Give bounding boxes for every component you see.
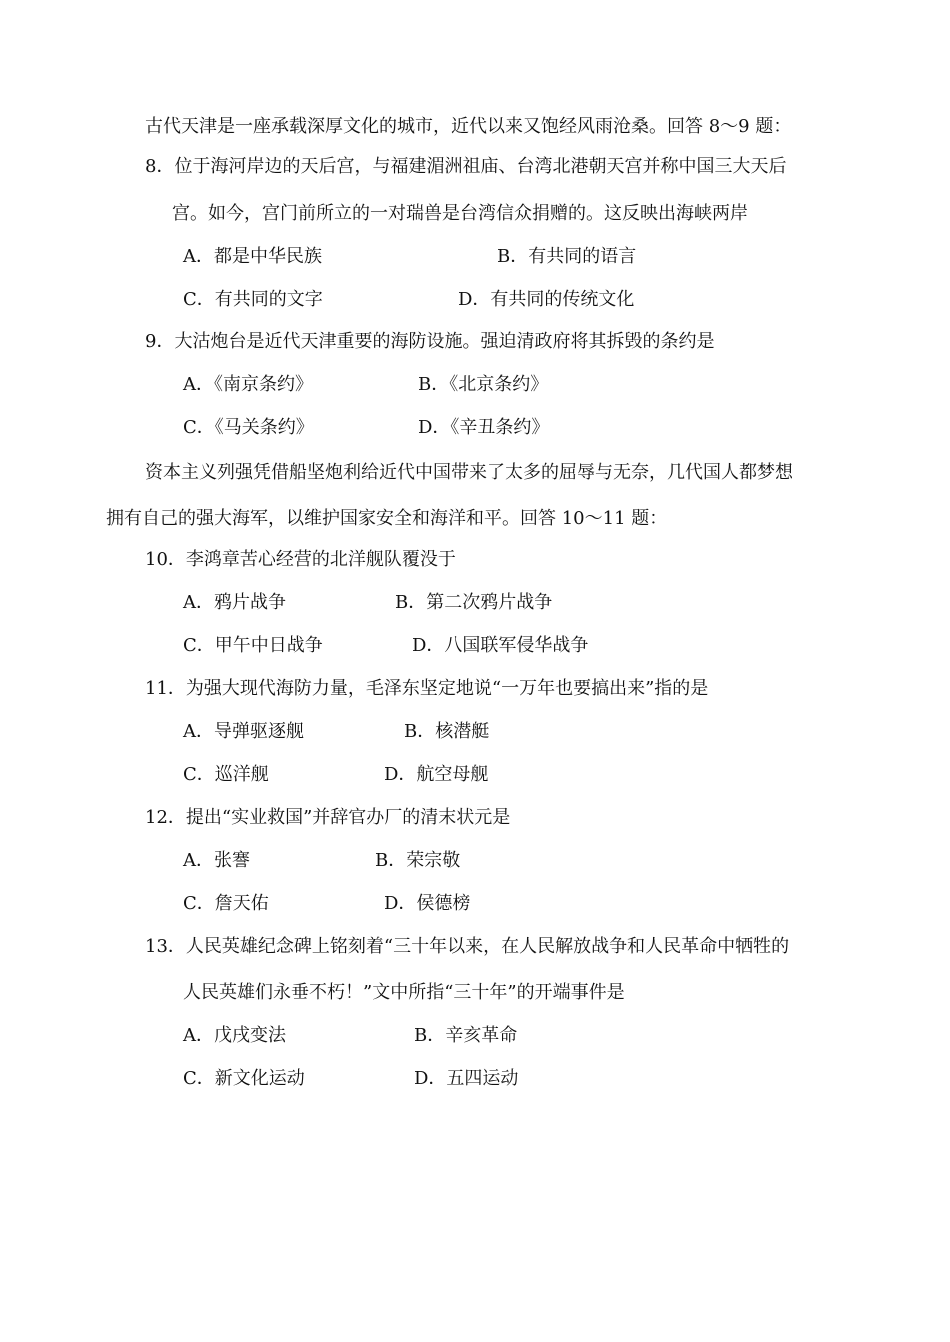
question-10-stem: 10．李鸿章苦心经营的北洋舰队覆没于 — [145, 549, 456, 570]
question-8-option-c: C．有共同的文字 — [183, 289, 323, 310]
question-8-stem-line-2: 宫。如今，宫门前所立的一对瑞兽是台湾信众捐赠的。这反映出海峡两岸 — [172, 203, 748, 224]
question-10-option-a: A．鸦片战争 — [183, 592, 286, 613]
question-11-option-d: D．航空母舰 — [384, 764, 489, 785]
reading-intro-8-9: 古代天津是一座承载深厚文化的城市，近代以来又饱经风雨沧桑。回答 8～9 题： — [145, 116, 792, 137]
question-13-stem-line-2: 人民英雄们永垂不朽！”文中所指“三十年”的开端事件是 — [183, 982, 625, 1003]
question-9-option-a: A．《南京条约》 — [183, 374, 313, 395]
reading-intro-10-11-line-2: 拥有自己的强大海军，以维护国家安全和海洋和平。回答 10～11 题： — [106, 508, 668, 529]
question-8-option-a: A．都是中华民族 — [183, 246, 322, 267]
question-9-option-c: C．《马关条约》 — [183, 417, 314, 438]
question-12-option-b: B．荣宗敬 — [375, 850, 461, 871]
question-9-stem: 9．大沽炮台是近代天津重要的海防设施。强迫清政府将其拆毁的条约是 — [145, 331, 715, 352]
question-12-stem: 12．提出“实业救国”并辞官办厂的清末状元是 — [145, 807, 511, 828]
question-12-option-a: A．张謇 — [183, 850, 250, 871]
question-10-option-b: B．第二次鸦片战争 — [395, 592, 553, 613]
reading-intro-10-11-line-1: 资本主义列强凭借船坚炮利给近代中国带来了太多的屈辱与无奈，几代国人都梦想 — [145, 462, 793, 483]
question-11-option-c: C．巡洋舰 — [183, 764, 269, 785]
question-13-option-b: B．辛亥革命 — [414, 1025, 518, 1046]
question-9-option-b: B．《北京条约》 — [418, 374, 549, 395]
question-13-option-d: D．五四运动 — [414, 1068, 519, 1089]
question-13-stem-line-1: 13．人民英雄纪念碑上铭刻着“三十年以来，在人民解放战争和人民革命中牺牲的 — [145, 936, 790, 957]
question-8-option-d: D．有共同的传统文化 — [458, 289, 635, 310]
question-10-option-d: D．八国联军侵华战争 — [412, 635, 589, 656]
question-11-stem: 11．为强大现代海防力量，毛泽东坚定地说“一万年也要搞出来”指的是 — [145, 678, 709, 699]
question-9-option-d: D．《辛丑条约》 — [418, 417, 550, 438]
question-10-option-c: C．甲午中日战争 — [183, 635, 323, 656]
question-8-stem-line-1: 8．位于海河岸边的天后宫，与福建湄洲祖庙、台湾北港朝天宫并称中国三大天后 — [145, 156, 787, 177]
question-13-option-c: C．新文化运动 — [183, 1068, 305, 1089]
question-8-option-b: B．有共同的语言 — [497, 246, 637, 267]
question-11-option-a: A．导弹驱逐舰 — [183, 721, 304, 742]
question-13-option-a: A．戊戌变法 — [183, 1025, 286, 1046]
question-11-option-b: B．核潜艇 — [404, 721, 490, 742]
question-12-option-d: D．侯德榜 — [384, 893, 471, 914]
question-12-option-c: C．詹天佑 — [183, 893, 269, 914]
